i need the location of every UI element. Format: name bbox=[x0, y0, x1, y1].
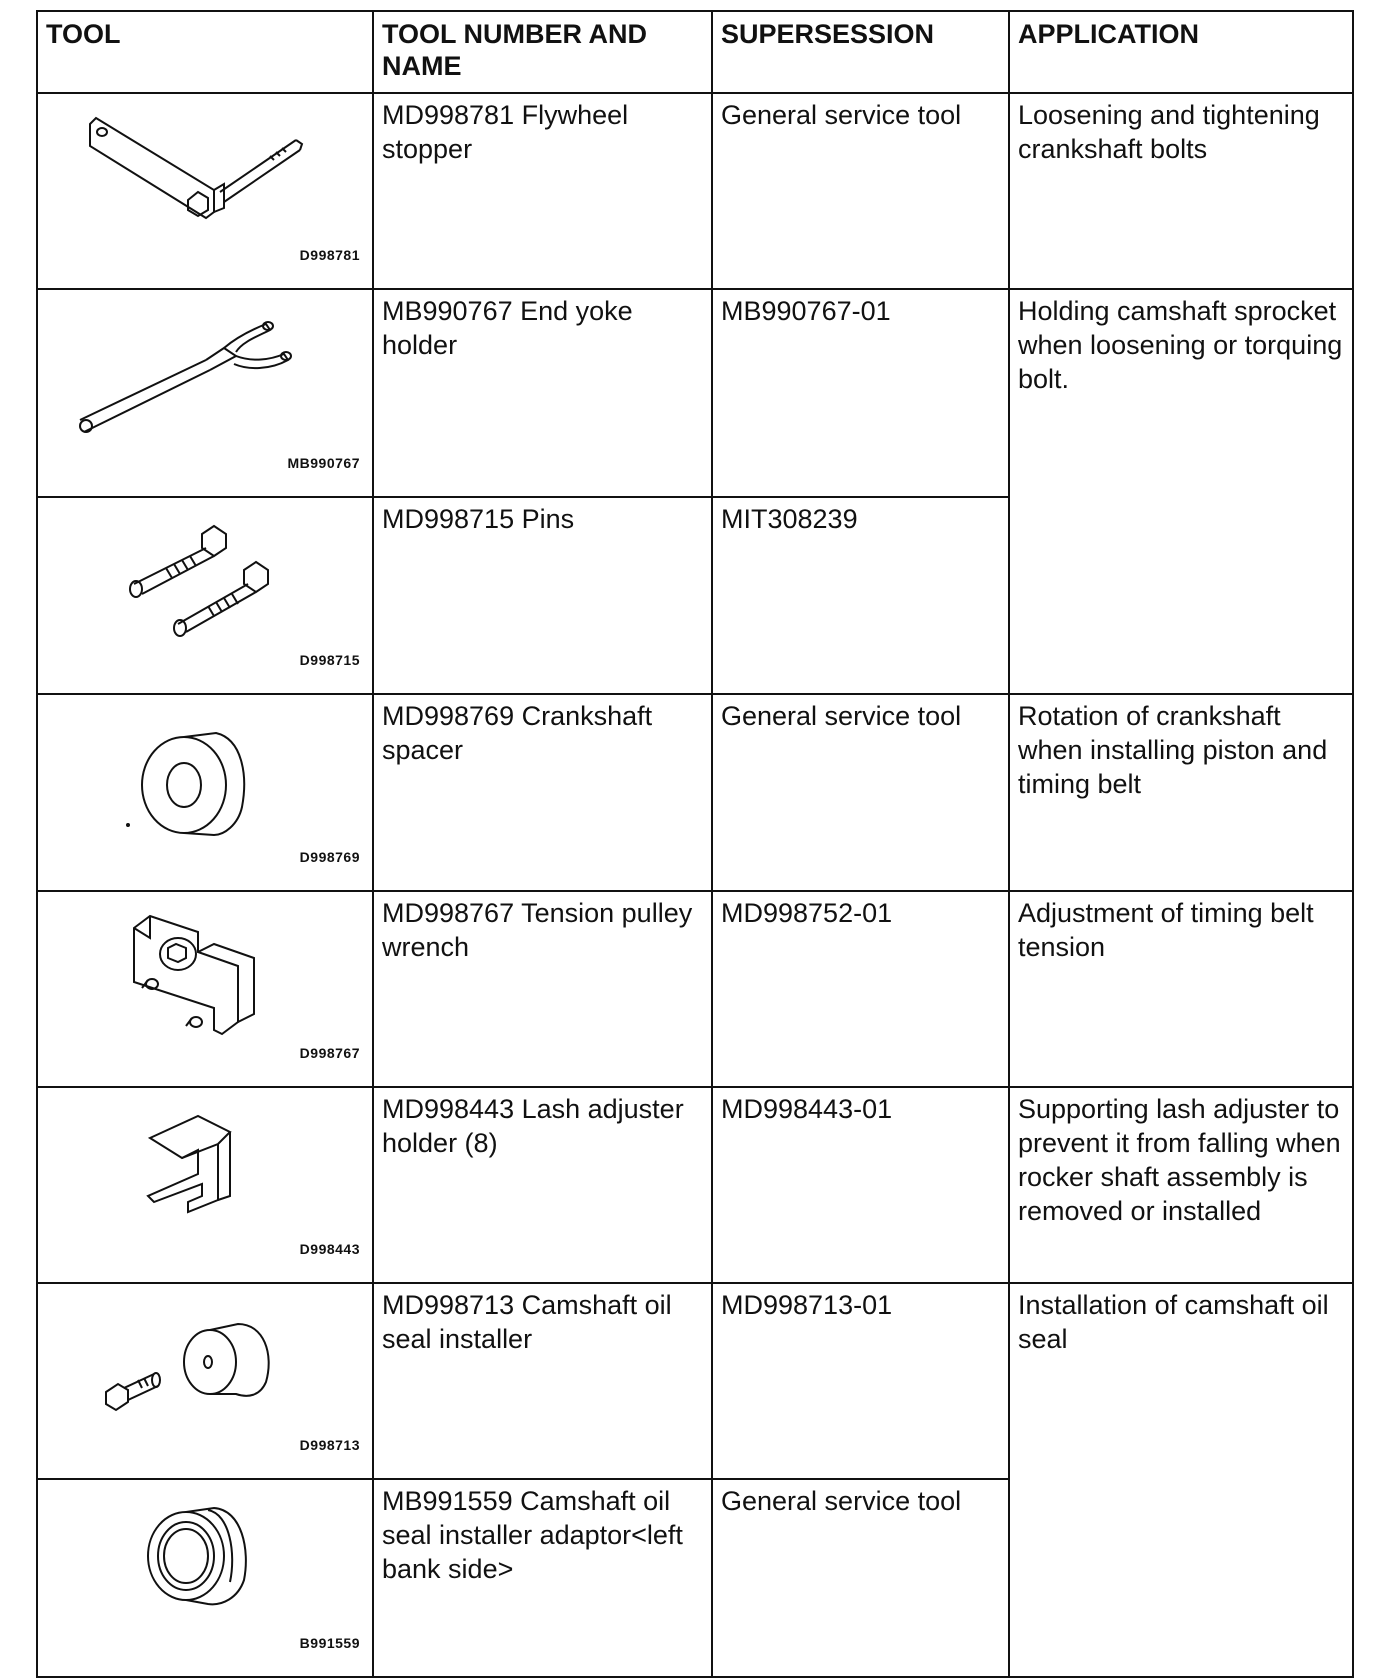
special-tools-table bbox=[36, 10, 1354, 1678]
tool-image-cell bbox=[37, 891, 373, 1087]
table-row bbox=[37, 289, 1353, 497]
header-application: APPLICATION bbox=[1009, 11, 1353, 93]
application: Loosening and tightening crankshaft bolts bbox=[1009, 93, 1353, 289]
supersession: General service tool bbox=[712, 93, 1009, 289]
supersession: MD998443-01 bbox=[712, 1087, 1009, 1283]
tool-image-cell bbox=[37, 497, 373, 694]
table-header-row bbox=[37, 11, 1353, 93]
tool-code: D998443 bbox=[299, 1241, 360, 1257]
table-row bbox=[37, 1087, 1353, 1283]
tool-code: D998715 bbox=[299, 652, 360, 668]
tool-number-name: MD998713 Camshaft oil seal installer bbox=[373, 1283, 712, 1479]
tool-number-name: MD998781 Flywheel stopper bbox=[373, 93, 712, 289]
tool-image-cell bbox=[37, 694, 373, 891]
table-row bbox=[37, 694, 1353, 891]
tool-image-cell bbox=[37, 93, 373, 289]
table-row bbox=[37, 93, 1353, 289]
tool-image-cell bbox=[37, 1479, 373, 1677]
tool-code: D998781 bbox=[299, 247, 360, 263]
tool-code: MB990767 bbox=[287, 455, 360, 471]
tool-number-name: MD998767 Tension pulley wrench bbox=[373, 891, 712, 1087]
tool-code: D998713 bbox=[299, 1437, 360, 1453]
tool-number-name: MD998769 Crankshaft spacer bbox=[373, 694, 712, 891]
header-tool-number-name: TOOL NUMBER AND NAME bbox=[373, 11, 712, 93]
table-row bbox=[37, 891, 1353, 1087]
tool-code: D998767 bbox=[299, 1045, 360, 1061]
table-row bbox=[37, 1283, 1353, 1479]
tool-image-cell bbox=[37, 1087, 373, 1283]
supersession: MD998713-01 bbox=[712, 1283, 1009, 1479]
application: Holding camshaft sprocket when loosening or torquing bolt. bbox=[1009, 289, 1353, 694]
application: Supporting lash adjuster to prevent it from falling when rocker shaft assembly is removed or installed bbox=[1009, 1087, 1353, 1283]
application: Adjustment of timing belt tension bbox=[1009, 891, 1353, 1087]
header-tool: TOOL bbox=[37, 11, 373, 93]
supersession: MIT308239 bbox=[712, 497, 1009, 694]
header-supersession: SUPERSESSION bbox=[712, 11, 1009, 93]
tool-number-name: MB990767 End yoke holder bbox=[373, 289, 712, 497]
tool-image-cell bbox=[37, 1283, 373, 1479]
tool-code: D998769 bbox=[299, 849, 360, 865]
tool-number-name: MB991559 Camshaft oil seal installer adaptor<left bank side> bbox=[373, 1479, 712, 1677]
application: Installation of camshaft oil seal bbox=[1009, 1283, 1353, 1677]
tool-code: B991559 bbox=[299, 1635, 360, 1651]
supersession: MB990767-01 bbox=[712, 289, 1009, 497]
tool-image-cell bbox=[37, 289, 373, 497]
supersession: General service tool bbox=[712, 1479, 1009, 1677]
application: Rotation of crankshaft when installing piston and timing belt bbox=[1009, 694, 1353, 891]
tool-number-name: MD998715 Pins bbox=[373, 497, 712, 694]
tool-number-name: MD998443 Lash adjuster holder (8) bbox=[373, 1087, 712, 1283]
supersession: MD998752-01 bbox=[712, 891, 1009, 1087]
supersession: General service tool bbox=[712, 694, 1009, 891]
